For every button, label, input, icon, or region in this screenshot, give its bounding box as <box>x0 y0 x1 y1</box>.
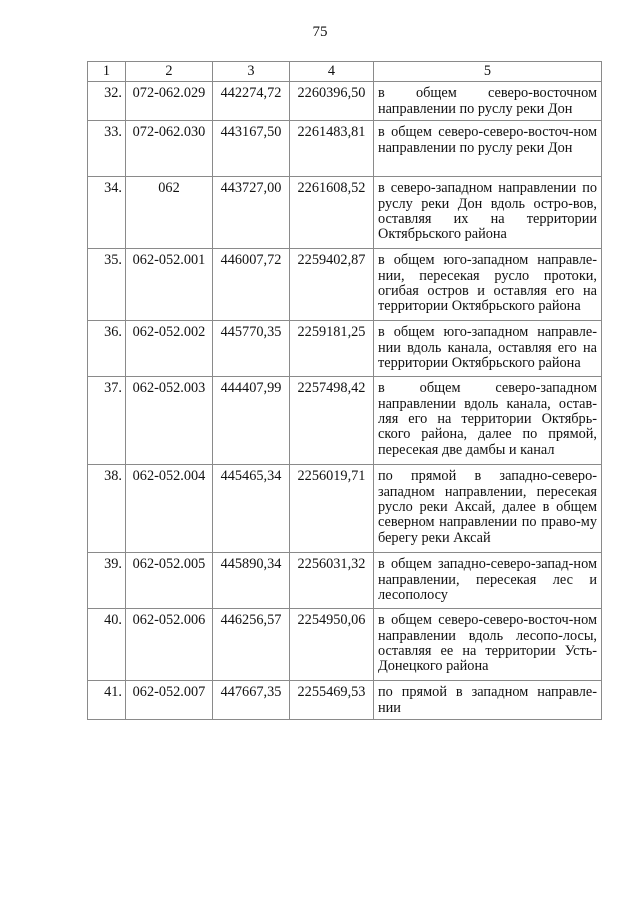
boundary-description-cell: по прямой в западном направле-нии <box>374 681 602 720</box>
point-code-cell: 062-052.004 <box>126 465 213 553</box>
coordinate-x-cell: 445770,35 <box>213 321 290 377</box>
table-row <box>88 553 602 609</box>
coordinate-x-cell: 446256,57 <box>213 609 290 681</box>
point-code-cell: 062 <box>126 177 213 249</box>
point-code-cell: 072-062.029 <box>126 82 213 121</box>
coordinate-y-cell: 2260396,50 <box>290 82 374 121</box>
point-code-cell: 062-052.001 <box>126 249 213 321</box>
table-row <box>88 177 602 249</box>
column-header: 1 <box>88 62 126 82</box>
coordinate-x-cell: 445465,34 <box>213 465 290 553</box>
coordinate-x-cell: 447667,35 <box>213 681 290 720</box>
coordinate-y-cell: 2259181,25 <box>290 321 374 377</box>
row-number-cell: 39. <box>88 553 126 609</box>
row-number-cell: 32. <box>88 82 126 121</box>
row-number-cell: 41. <box>88 681 126 720</box>
coordinate-y-cell: 2255469,53 <box>290 681 374 720</box>
coordinate-y-cell: 2254950,06 <box>290 609 374 681</box>
column-header: 3 <box>213 62 290 82</box>
row-number-cell: 35. <box>88 249 126 321</box>
boundary-table <box>87 61 602 720</box>
coordinate-x-cell: 444407,99 <box>213 377 290 465</box>
row-number-cell: 40. <box>88 609 126 681</box>
table-row <box>88 82 602 121</box>
table-header-row <box>88 62 602 82</box>
boundary-description-cell: в общем западно-северо-запад-ном направлении, пересекая лес и лесополосу <box>374 553 602 609</box>
coordinate-y-cell: 2257498,42 <box>290 377 374 465</box>
coordinate-y-cell: 2261483,81 <box>290 121 374 177</box>
coordinate-y-cell: 2256031,32 <box>290 553 374 609</box>
column-header: 4 <box>290 62 374 82</box>
table-row <box>88 321 602 377</box>
table-row <box>88 681 602 720</box>
coordinate-x-cell: 442274,72 <box>213 82 290 121</box>
coordinate-x-cell: 443727,00 <box>213 177 290 249</box>
boundary-description-cell: по прямой в западно-северо-западном направлении, пересекая русло реки Аксай, далее в общем северном направлении по право-му берегу реки Аксай <box>374 465 602 553</box>
boundary-description-cell: в общем юго-западном направле-нии, пересекая русло протоки, огибая остров и оставляя его на территории Октябрьского района <box>374 249 602 321</box>
table-row <box>88 121 602 177</box>
point-code-cell: 072-062.030 <box>126 121 213 177</box>
page-number: 75 <box>312 24 328 40</box>
coordinate-x-cell: 446007,72 <box>213 249 290 321</box>
column-header: 5 <box>374 62 602 82</box>
point-code-cell: 062-052.003 <box>126 377 213 465</box>
boundary-description-cell: в общем северо-северо-восточ-ном направлении вдоль лесопо-лосы, оставляя ее на территории Усть-Донецкого района <box>374 609 602 681</box>
table-row <box>88 465 602 553</box>
coordinate-x-cell: 443167,50 <box>213 121 290 177</box>
coordinate-x-cell: 445890,34 <box>213 553 290 609</box>
coordinate-y-cell: 2259402,87 <box>290 249 374 321</box>
boundary-description-cell: в северо-западном направлении по руслу реки Дон вдоль остро-вов, оставляя их на территории Октябрьского района <box>374 177 602 249</box>
row-number-cell: 34. <box>88 177 126 249</box>
column-header: 2 <box>126 62 213 82</box>
point-code-cell: 062-052.005 <box>126 553 213 609</box>
point-code-cell: 062-052.002 <box>126 321 213 377</box>
boundary-description-cell: в общем северо-восточном направлении по руслу реки Дон <box>374 82 602 121</box>
row-number-cell: 37. <box>88 377 126 465</box>
point-code-cell: 062-052.007 <box>126 681 213 720</box>
row-number-cell: 38. <box>88 465 126 553</box>
coordinate-y-cell: 2261608,52 <box>290 177 374 249</box>
boundary-description-cell: в общем северо-западном направлении вдоль канала, остав-ляя его на территории Октябрь-ского района, далее по прямой, пересекая две дамбы и канал <box>374 377 602 465</box>
table-row <box>88 609 602 681</box>
row-number-cell: 36. <box>88 321 126 377</box>
coordinate-y-cell: 2256019,71 <box>290 465 374 553</box>
boundary-description-cell: в общем северо-северо-восточ-ном направлении по руслу реки Дон <box>374 121 602 177</box>
table-row <box>88 249 602 321</box>
point-code-cell: 062-052.006 <box>126 609 213 681</box>
table-row <box>88 377 602 465</box>
boundary-description-cell: в общем юго-западном направле-нии вдоль канала, оставляя его на территории Октябрьского района <box>374 321 602 377</box>
row-number-cell: 33. <box>88 121 126 177</box>
